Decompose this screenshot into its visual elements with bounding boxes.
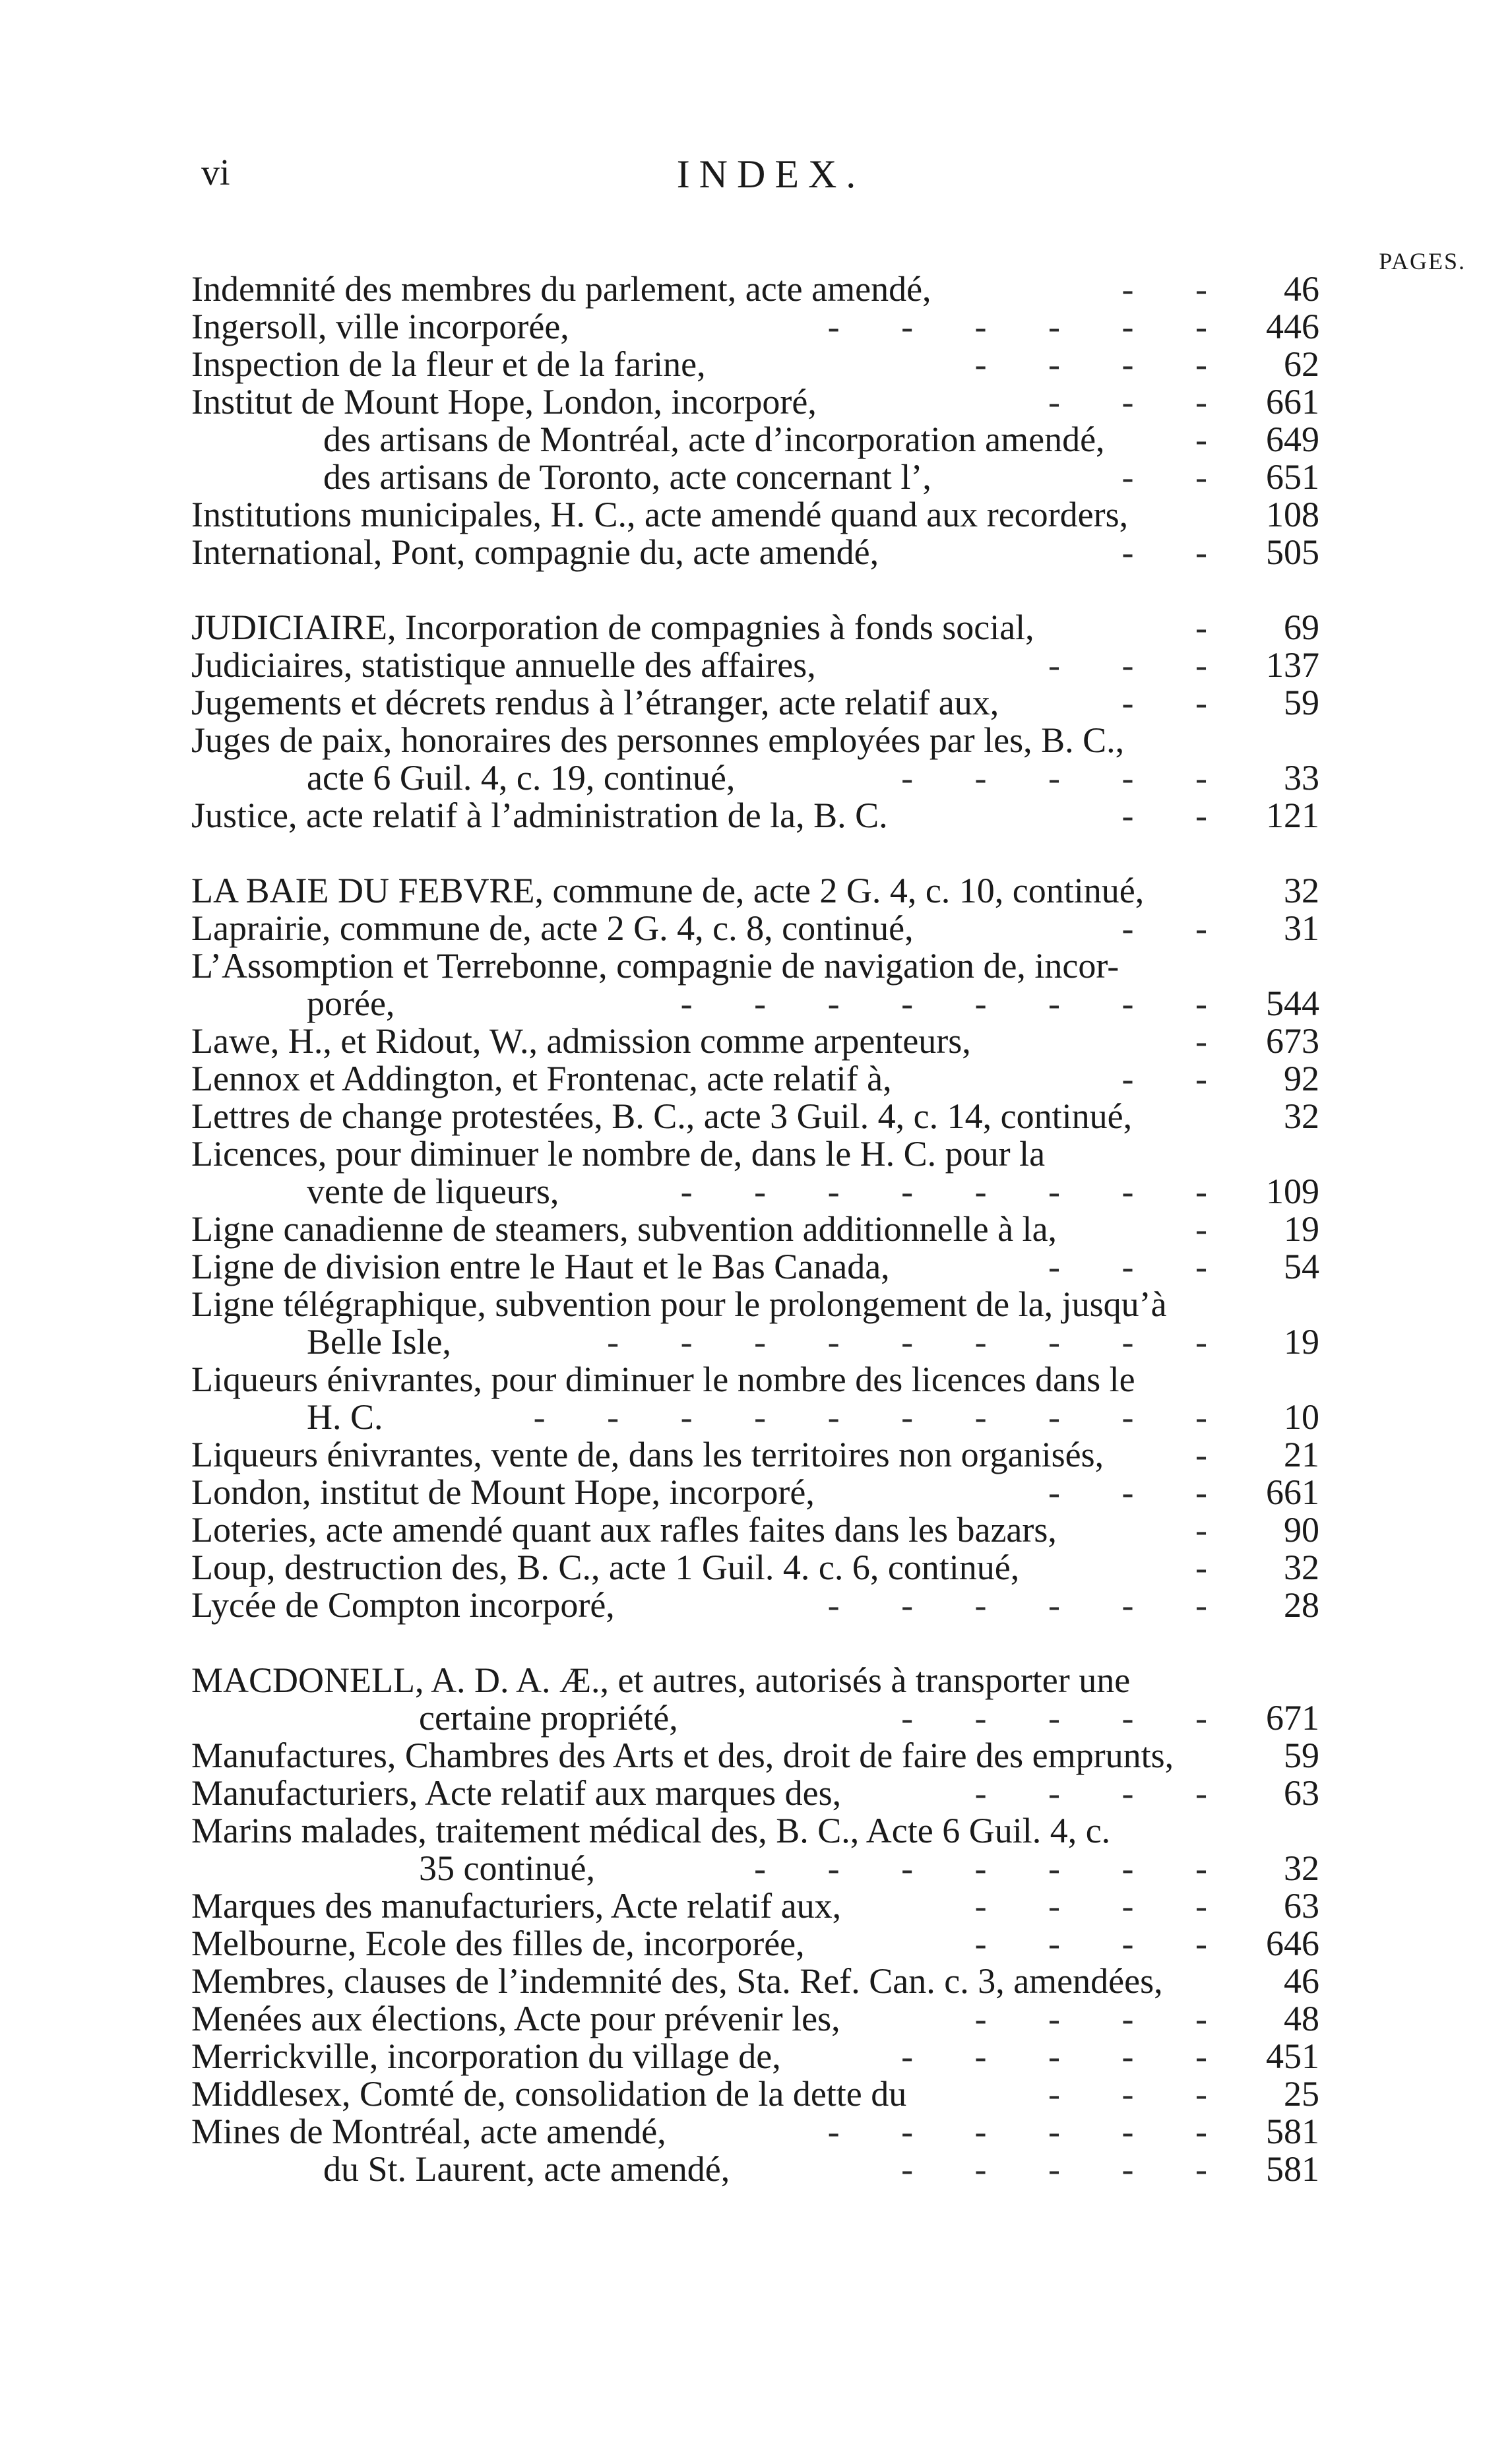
entry-page-number: 54	[1284, 1247, 1319, 1286]
entry-leaders: -	[1195, 609, 1234, 646]
entry-page-number: 32	[1284, 1096, 1319, 1136]
entry-text: Lennox et Addington, et Frontenac, acte relatif à,	[191, 1059, 892, 1098]
entry-leaders: - -	[1121, 684, 1234, 722]
entry-page-number: 48	[1284, 1999, 1319, 2038]
index-entry	[191, 1662, 1319, 1699]
index-entry	[191, 684, 1319, 722]
entry-page-number: 671	[1266, 1698, 1319, 1738]
index-entry	[191, 797, 1319, 834]
entry-text: Belle Isle,	[307, 1322, 451, 1362]
entry-text: Liqueurs énivrantes, pour diminuer le nombre des licences dans le	[191, 1360, 1135, 1399]
entry-text: acte 6 Guil. 4, c. 19, continué,	[307, 758, 736, 798]
entry-leaders: - - -	[1048, 646, 1234, 684]
entry-page-number: 31	[1284, 908, 1319, 948]
entry-leaders: - - - - -	[901, 2151, 1234, 2188]
index-entry	[191, 270, 1319, 308]
index-entry	[191, 722, 1319, 759]
entry-text: Liqueurs énivrantes, vente de, dans les territoires non organisés,	[191, 1435, 1104, 1474]
entry-page-number: 137	[1266, 645, 1319, 685]
entry-page-number: 62	[1284, 344, 1319, 384]
entry-page-number: 108	[1266, 495, 1319, 534]
index-entry	[191, 947, 1319, 985]
entry-leaders: - - -	[1048, 1248, 1234, 1286]
entry-leaders: - - - - - -	[827, 2113, 1234, 2151]
index-entry	[191, 1248, 1319, 1286]
index-entry	[191, 1286, 1319, 1323]
entry-page-number: 19	[1284, 1209, 1319, 1249]
index-entry	[191, 383, 1319, 421]
index-entry	[191, 1511, 1319, 1549]
page-title: INDEX.	[676, 152, 866, 196]
index-entry	[191, 2151, 1319, 2188]
index-entry	[191, 2038, 1319, 2075]
entry-leaders: - - - - - - - -	[680, 985, 1234, 1022]
entry-text: Ligne de division entre le Haut et le Bas Canada,	[191, 1247, 890, 1286]
index-entry	[191, 496, 1319, 534]
index-entry	[191, 985, 1319, 1022]
entry-text: Middlesex, Comté de, consolidation de la dette du	[191, 2074, 907, 2114]
entry-page-number: 21	[1284, 1435, 1319, 1474]
index-entry	[191, 1361, 1319, 1399]
index-entry	[191, 2000, 1319, 2038]
entry-text: MACDONELL, A. D. A. Æ., et autres, autorisés à transporter une	[191, 1660, 1131, 1700]
entry-leaders: - - - -	[974, 1887, 1234, 1925]
entry-leaders: -	[1195, 421, 1234, 458]
index-entry	[191, 1098, 1319, 1135]
entry-text: du St. Laurent, acte amendé,	[323, 2149, 730, 2189]
entry-text: London, institut de Mount Hope, incorporé,	[191, 1472, 815, 1512]
index-entries	[191, 270, 1319, 2188]
entry-text: Manufactures, Chambres des Arts et des, droit de faire des emprunts,	[191, 1736, 1174, 1775]
pages-column-label: PAGES.	[1379, 248, 1466, 274]
entry-leaders: - - - - - - - - - -	[533, 1399, 1234, 1436]
index-entry	[191, 1173, 1319, 1211]
entry-text: Jugements et décrets rendus à l’étranger, acte relatif aux,	[191, 683, 999, 722]
index-entry	[191, 2113, 1319, 2151]
entry-text: H. C.	[307, 1397, 383, 1437]
entry-text: 35 continué,	[419, 1848, 595, 1888]
entry-text: Juges de paix, honoraires des personnes employées par les, B. C.,	[191, 720, 1125, 760]
entry-page-number: 446	[1266, 307, 1319, 346]
entry-text: Lettres de change protestées, B. C., acte 3 Guil. 4, c. 14, continué,	[191, 1096, 1133, 1136]
entry-text: Lycée de Compton incorporé,	[191, 1585, 615, 1625]
index-entry	[191, 646, 1319, 684]
entry-page-number: 673	[1266, 1021, 1319, 1061]
entry-text: Merrickville, incorporation du village de,	[191, 2036, 781, 2076]
entry-text: Judiciaires, statistique annuelle des affaires,	[191, 645, 816, 685]
entry-text: vente de liqueurs,	[307, 1172, 559, 1211]
entry-leaders: - - - -	[974, 346, 1234, 383]
index-entry	[191, 1022, 1319, 1060]
entry-page-number: 59	[1284, 1736, 1319, 1775]
entry-text: International, Pont, compagnie du, acte amendé,	[191, 532, 879, 572]
index-entry	[191, 534, 1319, 571]
entry-leaders: - - - -	[974, 1925, 1234, 1963]
entry-page-number: 32	[1284, 871, 1319, 910]
index-entry	[191, 2075, 1319, 2113]
entry-page-number: 646	[1266, 1924, 1319, 1963]
entry-page-number: 28	[1284, 1585, 1319, 1625]
index-entry	[191, 1699, 1319, 1737]
entry-page-number: 19	[1284, 1322, 1319, 1362]
entry-text: Membres, clauses de l’indemnité des, Sta. Ref. Can. c. 3, amendées,	[191, 1961, 1163, 2001]
entry-page-number: 63	[1284, 1773, 1319, 1813]
entry-leaders: - - - -	[974, 2000, 1234, 2038]
entry-text: Licences, pour diminuer le nombre de, dans le H. C. pour la	[191, 1134, 1046, 1174]
entry-page-number: 32	[1284, 1848, 1319, 1888]
running-head	[201, 152, 1340, 198]
entry-leaders: - - - - -	[901, 1699, 1234, 1737]
entry-leaders: - - -	[1048, 383, 1234, 421]
entry-text: Manufacturiers, Acte relatif aux marques des,	[191, 1773, 842, 1813]
entry-text: Loteries, acte amendé quant aux rafles faites dans les bazars,	[191, 1510, 1057, 1550]
entry-text: Institut de Mount Hope, London, incorporé,	[191, 382, 817, 422]
entry-page-number: 649	[1266, 420, 1319, 459]
entry-leaders: - -	[1121, 797, 1234, 834]
entry-text: Mines de Montréal, acte amendé,	[191, 2112, 666, 2151]
index-entry	[191, 1474, 1319, 1511]
entry-text: Marques des manufacturiers, Acte relatif aux,	[191, 1886, 842, 1926]
entry-leaders: - - - - - -	[827, 308, 1234, 346]
index-entry	[191, 759, 1319, 797]
entry-text: Menées aux élections, Acte pour prévenir les,	[191, 1999, 840, 2038]
entry-page-number: 33	[1284, 758, 1319, 798]
entry-leaders: - - - - -	[901, 2038, 1234, 2075]
entry-text: Laprairie, commune de, acte 2 G. 4, c. 8, continué,	[191, 908, 914, 948]
index-entry	[191, 1887, 1319, 1925]
entry-text: Justice, acte relatif à l’administration de la, B. C.	[191, 796, 888, 835]
index-entry	[191, 1436, 1319, 1474]
index-entry	[191, 872, 1319, 910]
entry-leaders: - - - - -	[901, 759, 1234, 797]
entry-leaders: -	[1195, 1022, 1234, 1060]
entry-page-number: 69	[1284, 608, 1319, 647]
entry-leaders: - -	[1121, 458, 1234, 496]
entry-text: Marins malades, traitement médical des, B. C., Acte 6 Guil. 4, c.	[191, 1811, 1111, 1850]
entry-leaders: - - -	[1048, 2075, 1234, 2113]
entry-page-number: 651	[1266, 457, 1319, 497]
entry-page-number: 46	[1284, 269, 1319, 309]
index-entry	[191, 1323, 1319, 1361]
entry-page-number: 32	[1284, 1548, 1319, 1587]
entry-leaders: - - -	[1048, 1474, 1234, 1511]
entry-text: Lawe, H., et Ridout, W., admission comme arpenteurs,	[191, 1021, 971, 1061]
index-entry	[191, 1925, 1319, 1963]
entry-page-number: 109	[1266, 1172, 1319, 1211]
index-entry	[191, 346, 1319, 383]
page-number: vi	[201, 152, 230, 193]
entry-leaders: - - - - - - -	[754, 1850, 1234, 1887]
entry-page-number: 63	[1284, 1886, 1319, 1926]
entry-text: Indemnité des membres du parlement, acte amendé,	[191, 269, 931, 309]
entry-text: L’Assomption et Terrebonne, compagnie de navigation de, incor-	[191, 946, 1119, 986]
index-entry	[191, 1135, 1319, 1173]
index-entry	[191, 1737, 1319, 1775]
entry-page-number: 46	[1284, 1961, 1319, 2001]
index-entry	[191, 1963, 1319, 2000]
index-entry	[191, 609, 1319, 646]
index-entry	[191, 421, 1319, 458]
index-entry	[191, 1812, 1319, 1850]
entry-page-number: 581	[1266, 2149, 1319, 2189]
entry-leaders: - -	[1121, 1060, 1234, 1098]
entry-leaders: - - - - - - - -	[680, 1173, 1234, 1211]
index-entry	[191, 1211, 1319, 1248]
index-entry	[191, 1399, 1319, 1436]
entry-page-number: 544	[1266, 984, 1319, 1023]
entry-page-number: 25	[1284, 2074, 1319, 2114]
entry-leaders: - - - - - -	[827, 1587, 1234, 1624]
entry-text: LA BAIE DU FEBVRE, commune de, acte 2 G. 4, c. 10, continué,	[191, 871, 1145, 910]
entry-leaders: - -	[1121, 270, 1234, 308]
entry-text: Inspection de la fleur et de la farine,	[191, 344, 706, 384]
entry-leaders: -	[1195, 1511, 1234, 1549]
entry-text: des artisans de Toronto, acte concernant l’,	[323, 457, 931, 497]
entry-text: Ligne télégraphique, subvention pour le prolongement de la, jusqu’à	[191, 1284, 1167, 1324]
entry-page-number: 59	[1284, 683, 1319, 722]
entry-leaders: -	[1195, 1436, 1234, 1474]
entry-text: Ligne canadienne de steamers, subvention additionnelle à la,	[191, 1209, 1057, 1249]
entry-page-number: 661	[1266, 382, 1319, 422]
index-entry	[191, 1850, 1319, 1887]
entry-leaders: - -	[1121, 534, 1234, 571]
entry-text: certaine propriété,	[419, 1698, 678, 1738]
index-entry	[191, 910, 1319, 947]
entry-page-number: 92	[1284, 1059, 1319, 1098]
entry-leaders: - - - - - - - - -	[607, 1323, 1234, 1361]
entry-page-number: 661	[1266, 1472, 1319, 1512]
entry-page-number: 451	[1266, 2036, 1319, 2076]
entry-page-number: 581	[1266, 2112, 1319, 2151]
entry-page-number: 90	[1284, 1510, 1319, 1550]
entry-text: Institutions municipales, H. C., acte amendé quand aux recorders,	[191, 495, 1129, 534]
entry-leaders: - -	[1121, 910, 1234, 947]
index-entry	[191, 1060, 1319, 1098]
index-entry	[191, 458, 1319, 496]
entry-leaders: -	[1195, 1211, 1234, 1248]
entry-text: Loup, destruction des, B. C., acte 1 Guil. 4. c. 6, continué,	[191, 1548, 1020, 1587]
index-entry	[191, 308, 1319, 346]
entry-text: Ingersoll, ville incorporée,	[191, 307, 569, 346]
index-entry	[191, 1775, 1319, 1812]
index-entry	[191, 1549, 1319, 1587]
entry-text: porée,	[307, 984, 395, 1023]
entry-leaders: -	[1195, 1549, 1234, 1587]
entry-page-number: 10	[1284, 1397, 1319, 1437]
entry-text: des artisans de Montréal, acte d’incorporation amendé,	[323, 420, 1105, 459]
entry-leaders: - - - -	[974, 1775, 1234, 1812]
index-entry	[191, 1587, 1319, 1624]
entry-text: Melbourne, Ecole des filles de, incorporée,	[191, 1924, 805, 1963]
entry-page-number: 121	[1266, 796, 1319, 835]
entry-page-number: 505	[1266, 532, 1319, 572]
entry-text: JUDICIAIRE, Incorporation de compagnies à fonds social,	[191, 608, 1034, 647]
